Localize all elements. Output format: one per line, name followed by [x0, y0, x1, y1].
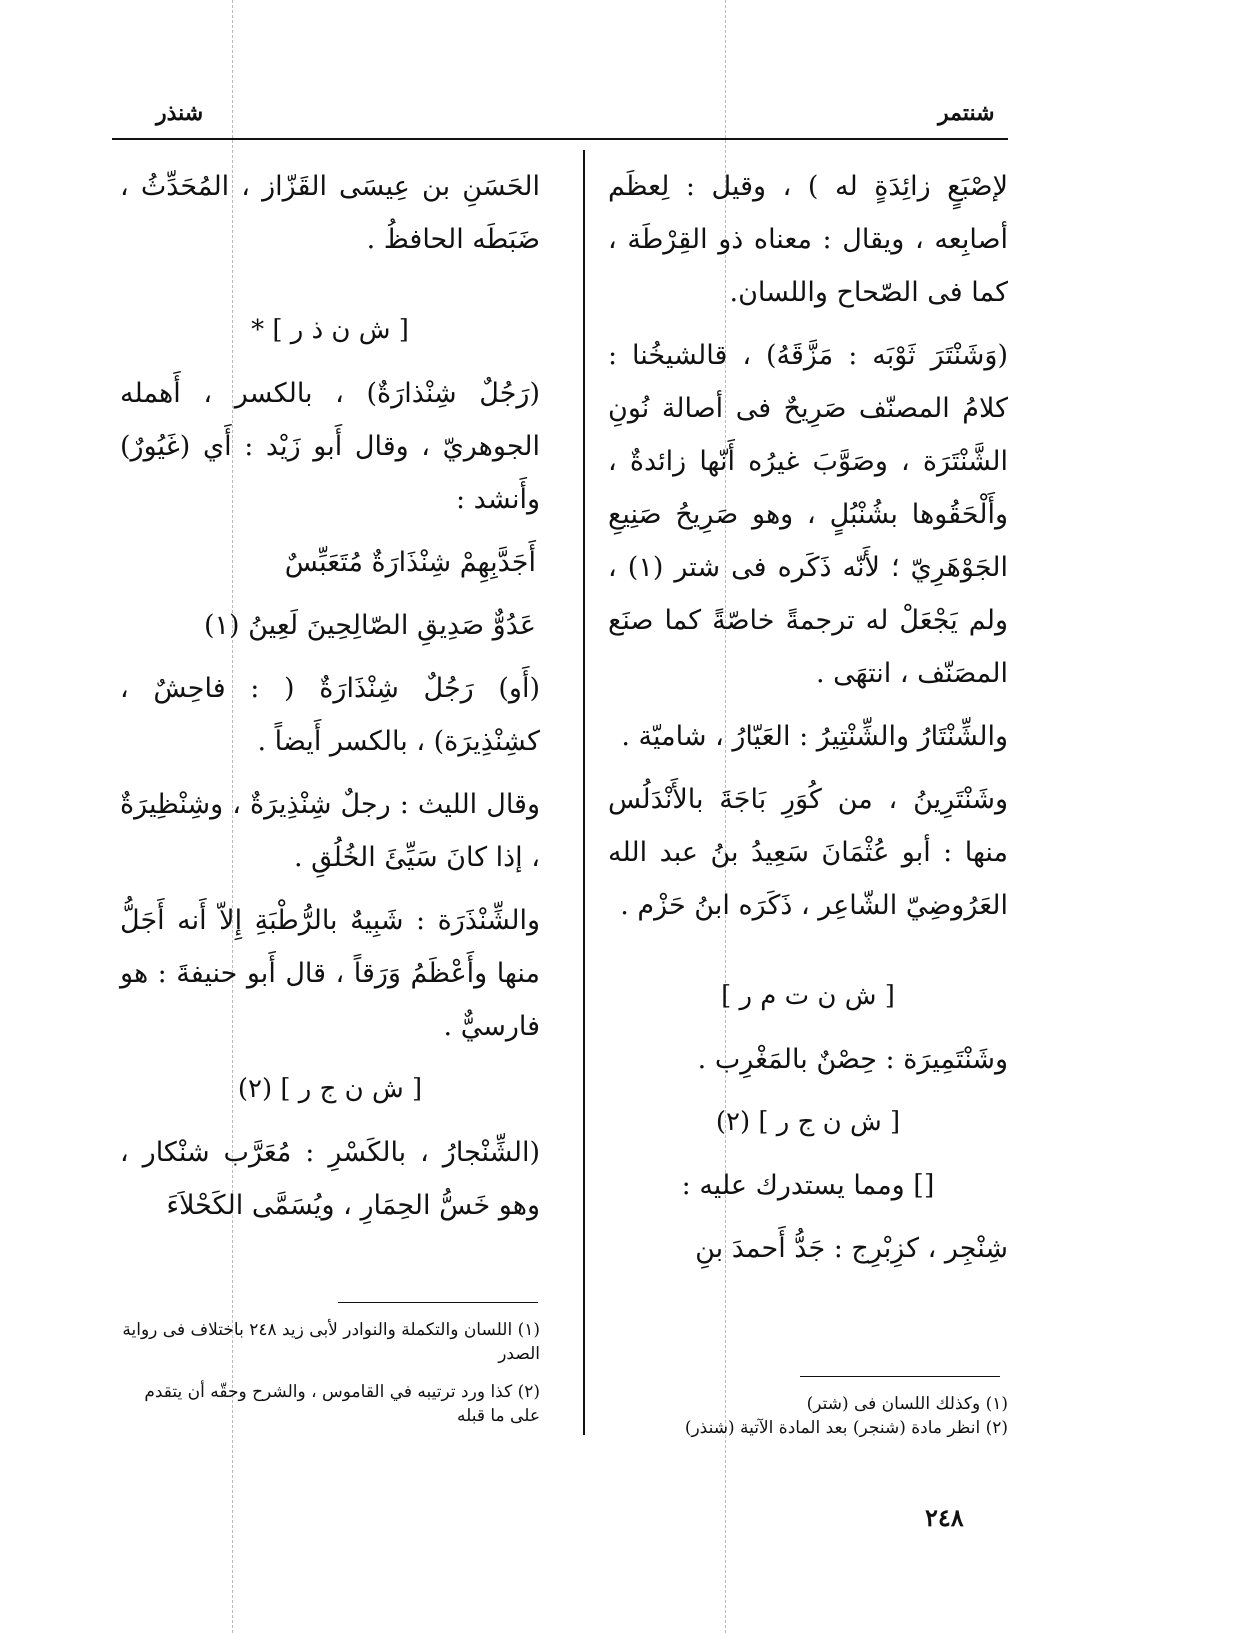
paragraph: [] ومما يستدرك عليه :: [681, 1170, 935, 1201]
root-heading: [ ش ن ج ر ] (٢): [715, 1107, 901, 1137]
root-heading: [ ش ن ج ر ] (٢): [237, 1074, 423, 1104]
paragraph: (رَجُلٌ شِنْذارَةٌ) ، بالكسر ، أَهمله الجوهريّ ، وقال أَبو زَيْد : أَي (غَيُورٌ) وأَنشد :: [120, 378, 540, 515]
header-rule: [112, 138, 1008, 140]
page-number: ٢٤٨: [925, 1503, 964, 1532]
left-column: [120, 160, 540, 1242]
paragraph: شِنْجِر ، كزِبْرِج : جَدُّ أَحمدَ بنِ: [695, 1233, 1008, 1264]
footnote: (٢) كذا ورد ترتيبه في القاموس ، والشرح وحقّه أن يتقدم على ما قبله: [144, 1382, 540, 1426]
paragraph: لإصْبَعٍ زائِدَةٍ له ) ، وقيل : لِعظَم أصابِعه ، ويقال : معناه ذو القِرْطَة ، كما فى الصّحاح واللسان.: [608, 171, 1008, 308]
paragraph: (أَو) رَجُلٌ شِنْذَارَةٌ ( : فاحِشٌ ، كشِنْذِيرَة) ، بالكسر أَيضاً .: [120, 673, 540, 757]
running-head-left: شنذر: [156, 100, 204, 126]
footnote: (١) وكذلك اللسان فى (شتر): [806, 1394, 1008, 1414]
verse-line: أَجَدَّبِهِمْ شِنْذَارَةٌ مُتَعَبِّسٌ: [284, 547, 536, 578]
footnote-rule: [338, 1302, 538, 1303]
right-footnotes: [620, 1392, 1008, 1440]
paragraph: وشَنْتَرِينُ ، من كُوَرِ بَاجَةَ بالأَنْدَلُس منها : أبو عُثْمَانَ سَعِيدُ بنُ عبد الله العَرُوضِيّ الشّاعِر ، ذَكَرَه ابنُ حَزْم .: [608, 784, 1008, 921]
left-footnotes: [120, 1318, 540, 1442]
paragraph: وشَنْتَمِيرَة : حِصْنٌ بالمَغْرِب .: [697, 1044, 1008, 1075]
paragraph: (وَشَنْتَرَ ثَوْبَه : مَزَّقَهُ) ، قالشيخُنا : كلامُ المصنّف صَرِيحٌ فى أصالة نُونِ الشَّنْتَرَة ، وصَوَّبَ غيرُه أَنّها زائدةٌ ، وأَلْحَقُوها بشُنْبُلٍ ، وهو صَرِيحُ صَنِيعِ الجَوْهَرِيّ ؛ لأَنّه ذَكَره فى شتر (١) ، ولم يَجْعَلْ له ترجمةً خاصّةً كما صنَع المصَنّف ، انتهَى .: [608, 340, 1009, 689]
running-head-right: شنتمر: [938, 100, 995, 126]
footnote: (٢) انظر مادة (شنجر) بعد المادة الآتية (شنذر): [684, 1418, 1008, 1438]
verse-line: عَدُوٌّ صَدِيقِ الصّالِحِينَ لَعِينُ (١): [203, 610, 536, 641]
paragraph: (الشِّنْجارُ ، بالكَسْرِ : مُعَرَّب شنْكار ، وهو خَسُّ الحِمَارِ ، ويُسَمَّى الكَحْلاَءَ: [120, 1137, 540, 1221]
footnote-rule: [800, 1376, 1000, 1377]
root-heading: [ ش ن ت م ر ]: [721, 981, 895, 1011]
footnote: (١) اللسان والتكملة والنوادر لأبى زيد ٢٤٨ باختلاف فى رواية الصدر: [122, 1320, 540, 1364]
paragraph: والشِّنْذَرَة : شَبِيهٌ بالرُّطْبَةِ إِلاّ أَنه أَجَلُّ منها وأَعْظَمُ وَرَقاً ، قال أَبو حنيفةَ : هو فارسيٌّ .: [120, 905, 540, 1042]
root-heading: [ ش ن ذ ر ] *: [251, 315, 409, 345]
paragraph: وقال الليث : رجلٌ شِنْذِيرَةٌ ، وشِنْظِيرَةٌ ، إذا كانَ سَيِّئَ الخُلُقِ .: [120, 789, 540, 873]
paragraph: والشِّنْتَارُ والشِّنْتِيرُ : العَيّارُ ، شاميّة .: [621, 721, 1008, 752]
paragraph: الحَسَنِ بن عِيسَى القَزّاز ، المُحَدِّثُ ، ضَبَطَه الحافظُ .: [120, 171, 540, 255]
right-column: [608, 160, 1008, 1285]
column-divider: [583, 150, 585, 1435]
